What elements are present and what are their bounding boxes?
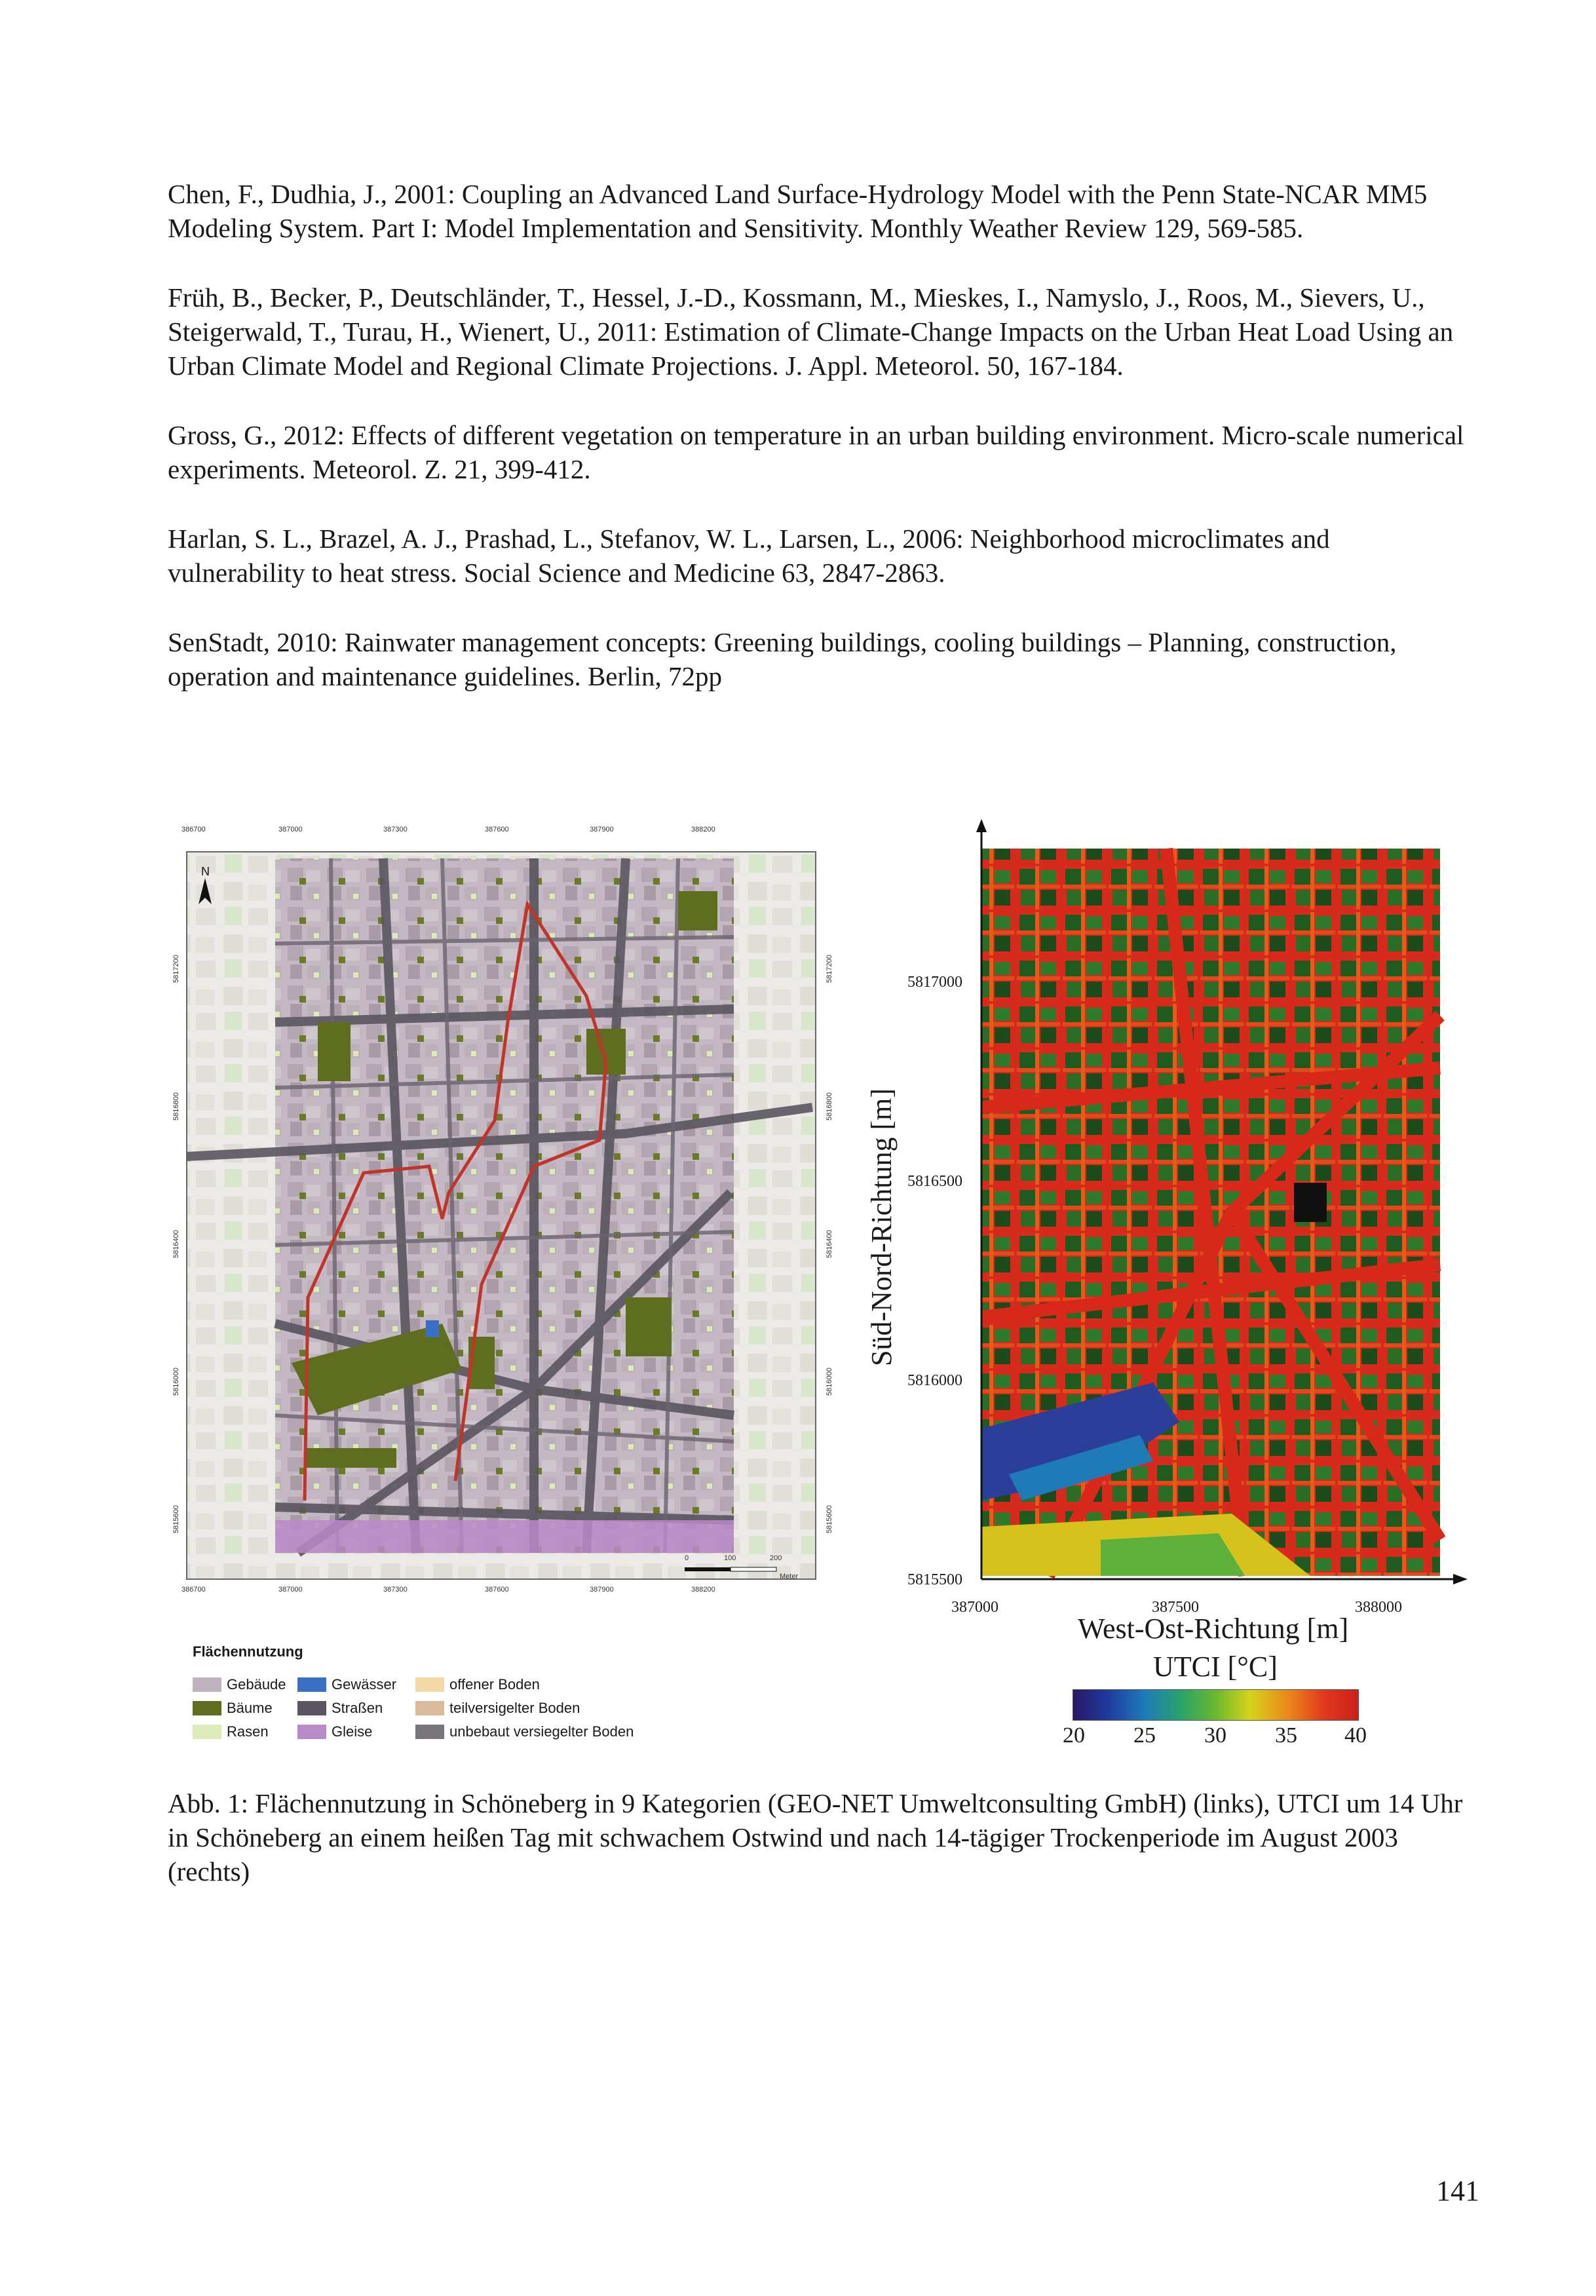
reference-senstadt: SenStadt, 2010: Rainwater management concepts: Greening buildings, cooling buildings – Planning, construction, operation and maintenance guidelines. Berlin, 72pp [168, 627, 1397, 691]
legend-label: Rasen [227, 1723, 269, 1740]
y-tick-right: 5817200 [826, 955, 833, 983]
y-tick-right: 5816000 [826, 1368, 833, 1396]
legend-title: Flächennutzung [193, 1643, 303, 1660]
scale-label: 100 [724, 1554, 736, 1562]
utci-colorbar [1073, 1689, 1359, 1721]
y-tick-right: 5815600 [826, 1505, 833, 1533]
legend-swatch [297, 1677, 326, 1692]
x-tick-top: 387000 [278, 826, 303, 833]
x-tick-bottom: 387900 [590, 1586, 614, 1594]
legend-item [193, 1723, 269, 1740]
legend-swatch [297, 1725, 326, 1739]
utci-x-tick: 387500 [1152, 1599, 1199, 1616]
x-tick-bottom: 386700 [181, 1586, 206, 1594]
y-tick-left: 5815600 [172, 1505, 180, 1533]
colorbar-tick: 20 [1063, 1723, 1085, 1748]
reference-harlan: Harlan, S. L., Brazel, A. J., Prashad, L., Stefanov, W. L., Larsen, L., 2006: Neighborhood microclimates and vulnerability to heat stress. Social Science and Medicine 63, 2847-2863. [168, 524, 1330, 588]
legend-item [415, 1676, 540, 1693]
utci-y-tick: 5816500 [907, 1173, 962, 1190]
legend-item [297, 1676, 396, 1693]
colorbar-tick: 35 [1275, 1723, 1297, 1748]
y-tick-right: 5816800 [826, 1092, 833, 1120]
legend-swatch [193, 1677, 221, 1692]
x-tick-top: 387600 [485, 826, 509, 833]
reference-frueh: Früh, B., Becker, P., Deutschländer, T., Hessel, J.-D., Kossmann, M., Mieskes, I., Namyslo, J., Roos, M., Sievers, U., Steigerwald, T., Turau, H., Wienert, U., 2011: Estimation of Climate-Change Impacts on the Urban Heat Load Using an Urban Climate Model and Regional Climate Projections. J. Appl. Meteorol. 50, 167-184. [168, 282, 1454, 381]
colorbar-title: UTCI [°C] [1153, 1651, 1278, 1683]
legend-label: teilversigelter Boden [449, 1700, 580, 1716]
legend-label: Gewässer [332, 1676, 397, 1693]
scale-unit: Meter [780, 1573, 799, 1580]
land-use-map [167, 826, 833, 1604]
y-tick-left: 5816800 [172, 1092, 180, 1120]
land-use-map-graphic [167, 826, 826, 1604]
utci-y-axis-label: Süd-Nord-Richtung [m] [865, 1088, 898, 1366]
utci-y-tick: 5815500 [907, 1571, 962, 1588]
utci-map [970, 819, 1468, 1605]
x-tick-top: 386700 [181, 826, 206, 833]
legend-item [193, 1676, 286, 1693]
x-tick-top: 387300 [383, 826, 408, 833]
x-tick-top: 388200 [691, 826, 715, 833]
legend-label: offener Boden [449, 1676, 540, 1693]
y-tick-left: 5817200 [172, 955, 180, 983]
legend-item [415, 1700, 580, 1717]
north-arrow-label: N [201, 865, 210, 878]
utci-y-tick: 5817000 [907, 974, 962, 991]
legend-item [297, 1700, 383, 1717]
y-tick-left: 5816000 [172, 1368, 180, 1396]
utci-x-tick: 388000 [1355, 1599, 1402, 1616]
y-tick-right: 5816400 [826, 1230, 833, 1258]
legend-label: Bäume [227, 1700, 273, 1716]
scale-label: 200 [770, 1554, 782, 1562]
legend-swatch [415, 1725, 444, 1739]
utci-x-axis-label: West-Ost-Richtung [m] [1078, 1613, 1349, 1645]
reference-gross: Gross, G., 2012: Effects of different vegetation on temperature in an urban building environment. Micro-scale numerical experiments. Meteorol. Z. 21, 399-412. [168, 420, 1464, 484]
y-tick-left: 5816400 [172, 1230, 180, 1258]
legend-label: unbebaut versiegelter Boden [449, 1723, 634, 1740]
legend-label: Gleise [332, 1723, 373, 1740]
x-tick-top: 387900 [590, 826, 614, 833]
legend-item [415, 1723, 634, 1740]
legend-label: Gebäude [227, 1676, 286, 1693]
legend-item [297, 1723, 372, 1740]
x-tick-bottom: 388200 [691, 1586, 715, 1594]
x-tick-bottom: 387600 [485, 1586, 509, 1594]
x-tick-bottom: 387300 [383, 1586, 408, 1594]
reference-chen: Chen, F., Dudhia, J., 2001: Coupling an Advanced Land Surface-Hydrology Model with the Penn State-NCAR MM5 Modeling System. Part I: Model Implementation and Sensitivity. Monthly Weather Review 129, 569-585. [168, 179, 1428, 243]
utci-y-tick: 5816000 [907, 1372, 962, 1389]
land-use-legend [193, 1643, 634, 1740]
page-number: 141 [1436, 2175, 1479, 2207]
x-tick-bottom: 387000 [278, 1586, 303, 1594]
colorbar-tick: 25 [1133, 1723, 1156, 1748]
legend-label: Straßen [332, 1700, 383, 1716]
figure-caption: Abb. 1: Flächennutzung in Schöneberg in 9 Kategorien (GEO-NET Umweltconsulting GmbH) (links), UTCI um 14 Uhr in Schöneberg an einem heißen Tag mit schwachem Ostwind und nach 14-tägiger Trockenperiode im August 2003 (rechts) [168, 1788, 1463, 1886]
legend-swatch [297, 1701, 326, 1715]
legend-swatch [193, 1725, 221, 1739]
legend-swatch [415, 1677, 444, 1692]
colorbar-tick: 30 [1204, 1723, 1226, 1748]
legend-item [193, 1700, 273, 1717]
reference-list [168, 177, 1472, 729]
legend-swatch [415, 1701, 444, 1715]
legend-swatch [193, 1701, 221, 1715]
utci-x-tick: 387000 [951, 1599, 998, 1616]
colorbar-tick: 40 [1344, 1723, 1367, 1748]
scale-label: 0 [685, 1554, 689, 1562]
